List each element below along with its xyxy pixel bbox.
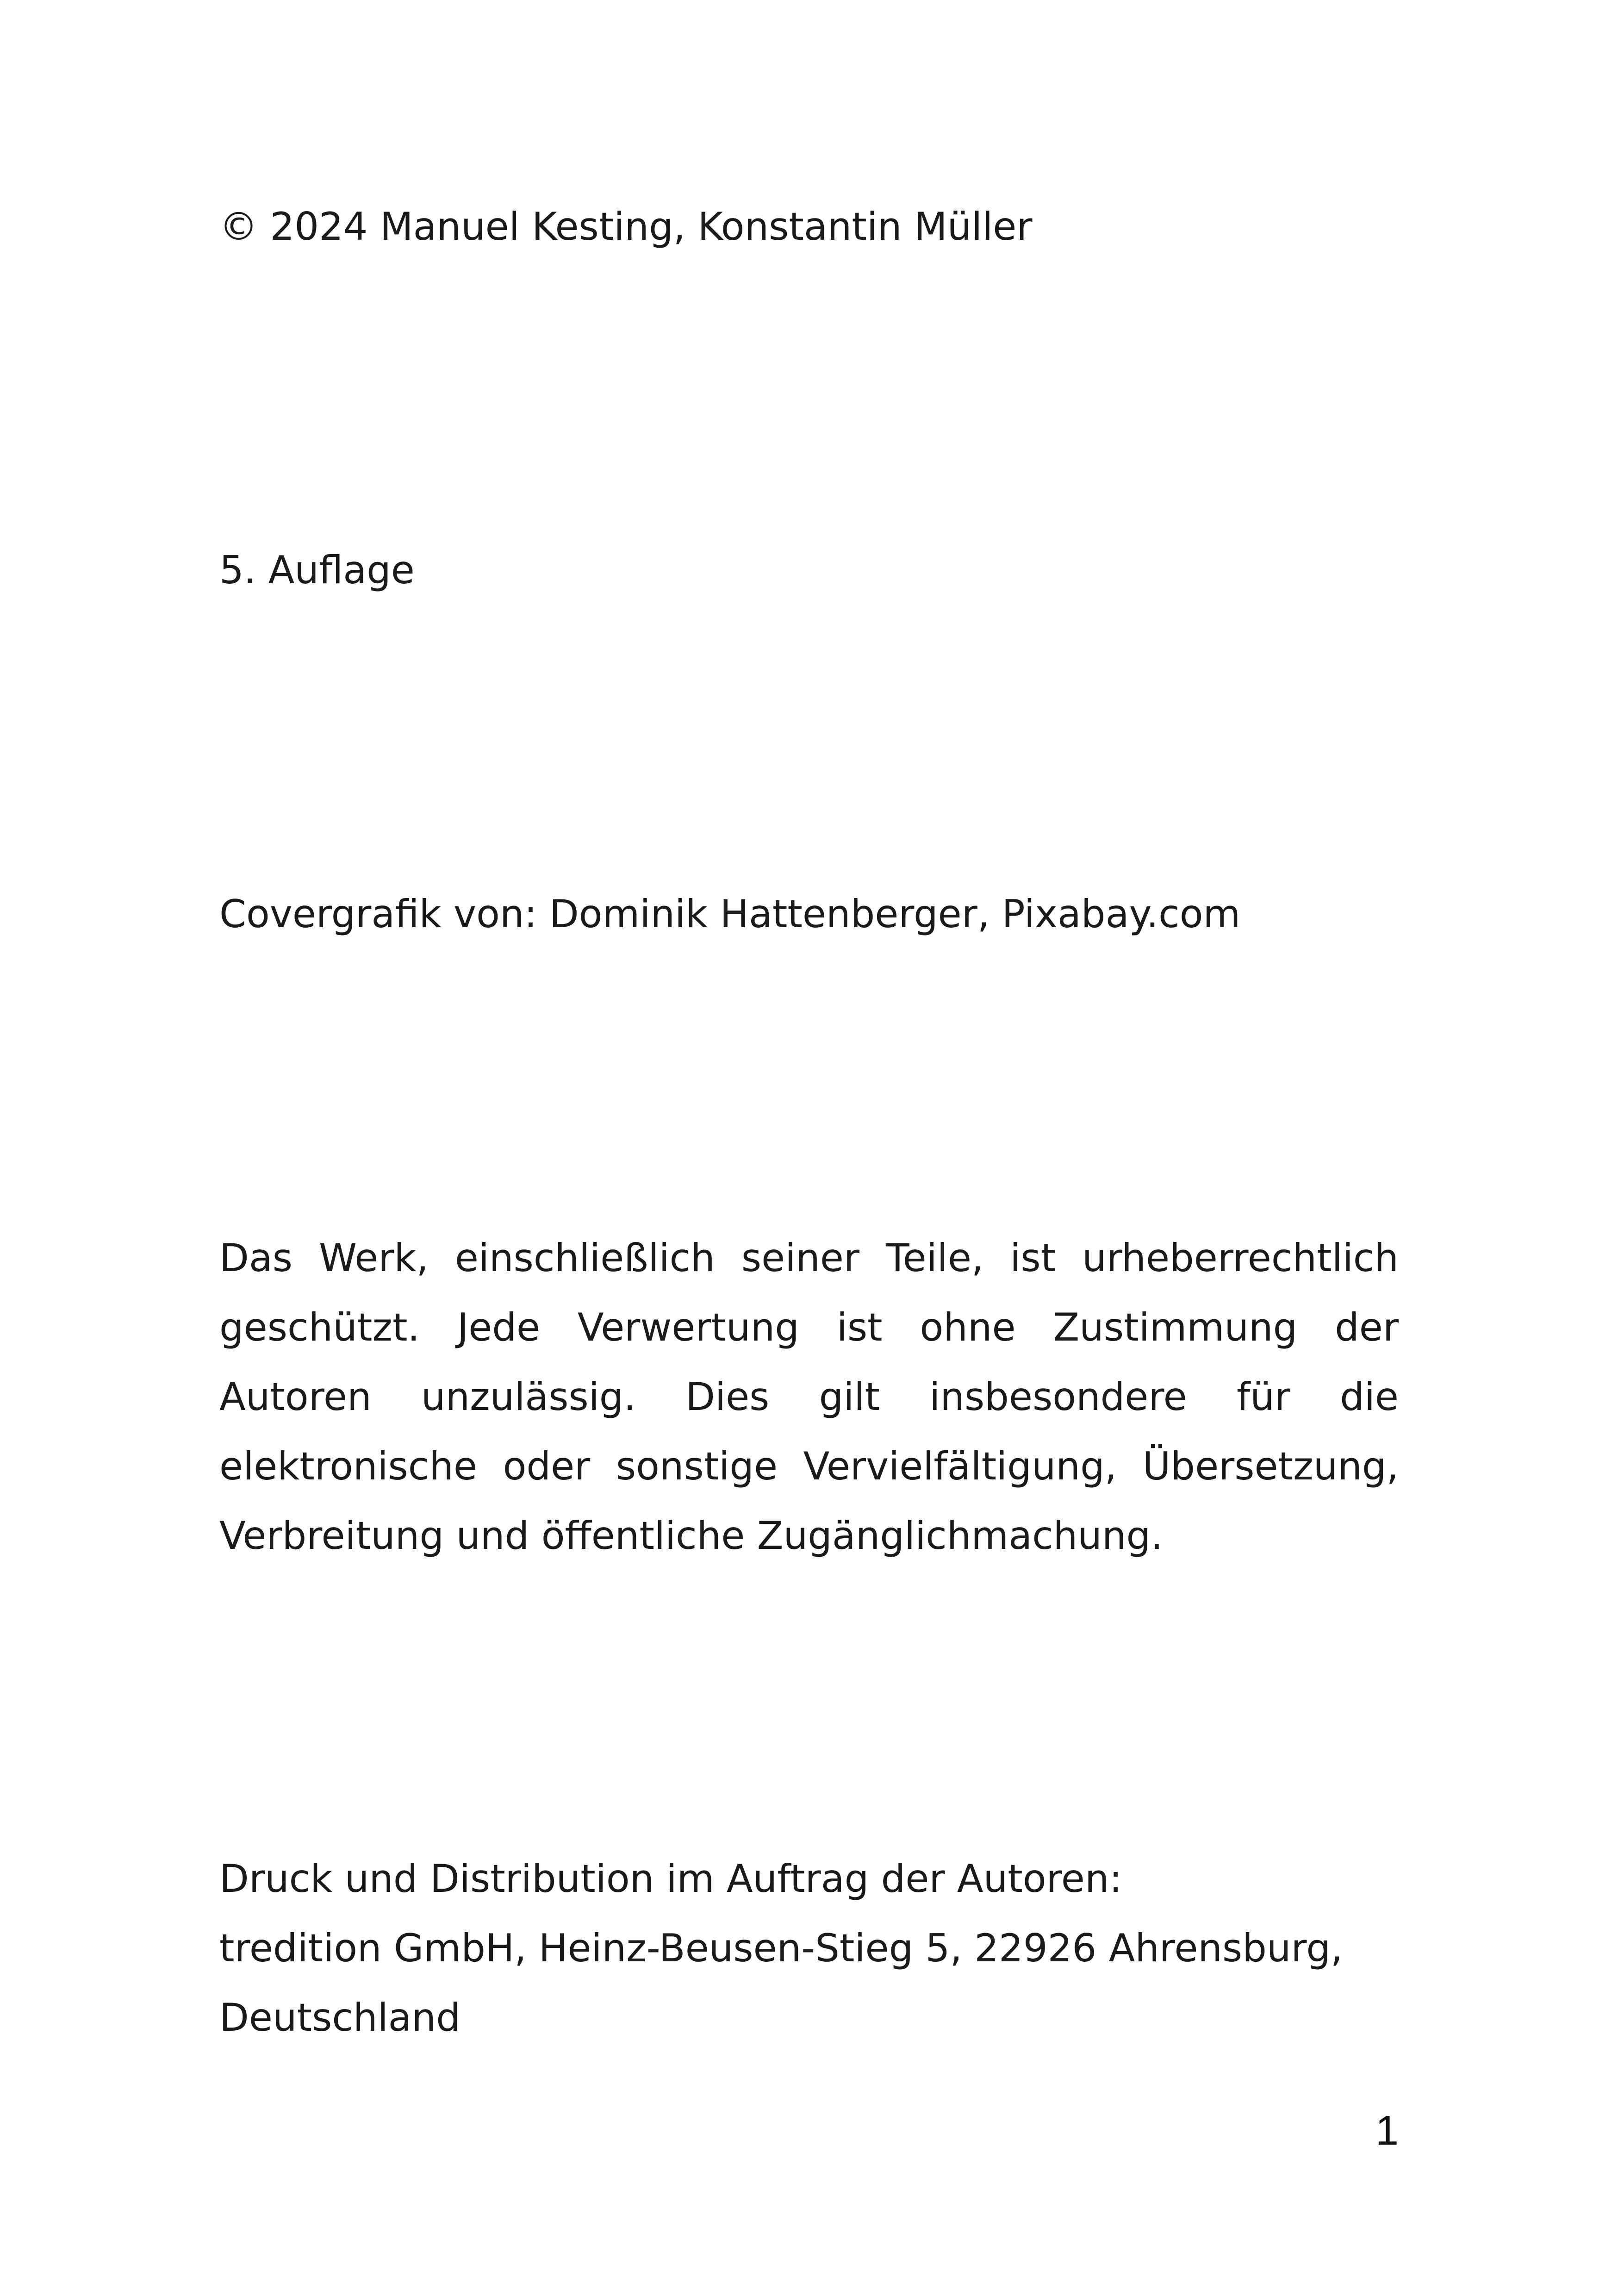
copyright-notice: © 2024 Manuel Kesting, Konstantin Müller	[219, 204, 1033, 249]
print-info	[219, 1844, 1399, 2053]
legal-notice: Das Werk, einschließlich seiner Teile, ist urheberrechtlich geschützt. Jede Verwertung ist ohne Zustimmung der Autoren unzulässig. Dies gilt insbesondere für die elektronische oder sonstige Vervielfältigung, Übersetzung, Verbreitung und öffentliche Zugänglichmachung.	[219, 1235, 1399, 1558]
page-number: 1	[1375, 2108, 1399, 2154]
print-info-line-2: tredition GmbH, Heinz-Beusen-Stieg 5, 22926 Ahrensburg,	[219, 1926, 1343, 1971]
edition-label: 5. Auflage	[219, 548, 415, 593]
cover-credit: Covergrafik von: Dominik Hattenberger, Pixabay.com	[219, 892, 1241, 936]
print-info-line-3: Deutschland	[219, 1995, 461, 2040]
print-info-line-1: Druck und Distribution im Auftrag der Autoren:	[219, 1856, 1122, 1901]
